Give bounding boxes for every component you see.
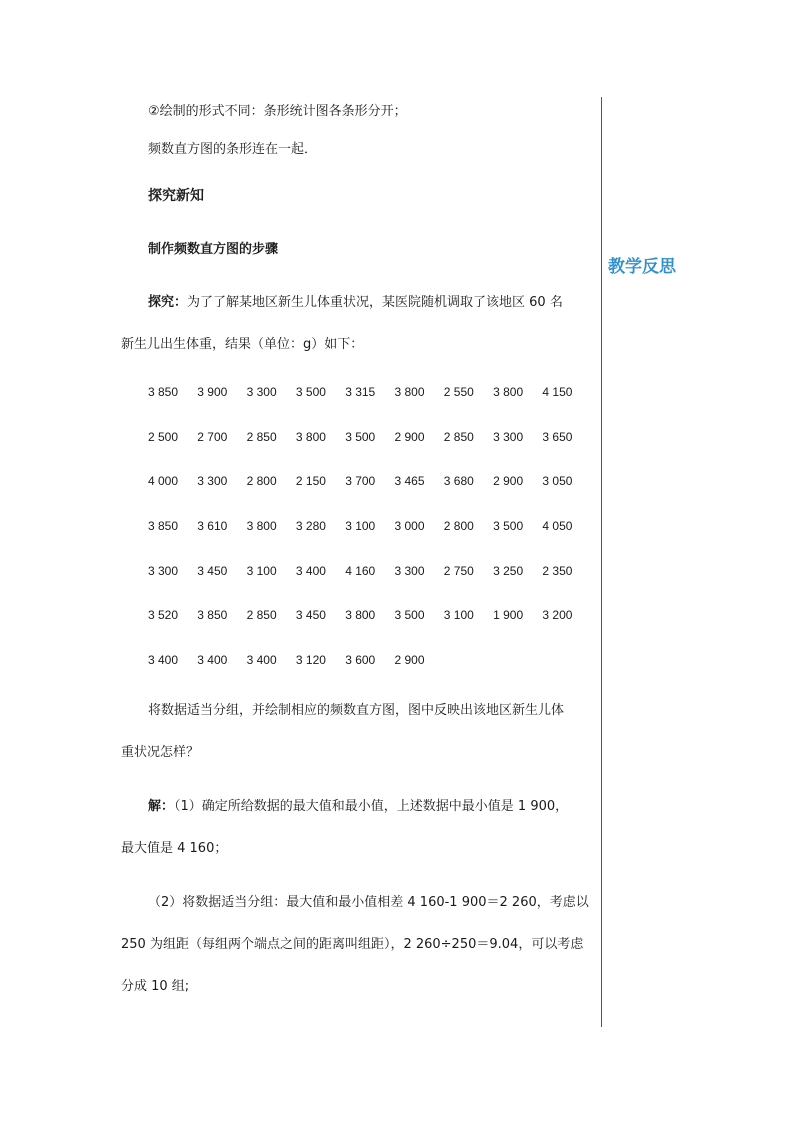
data-cell: 3 000 — [394, 519, 425, 533]
data-cell: 3 800 — [345, 608, 376, 622]
step2-line-3: 分成 10 组; — [121, 979, 190, 994]
data-cell: 4 160 — [345, 564, 376, 578]
data-cell: 3 400 — [246, 653, 277, 667]
data-cell: 3 400 — [148, 653, 179, 667]
data-cell: 3 400 — [197, 653, 228, 667]
data-cell: 3 850 — [197, 608, 228, 622]
question-line-2: 重状况怎样？ — [121, 745, 200, 760]
data-cell: 4 150 — [542, 385, 573, 399]
data-cell: 2 850 — [246, 430, 277, 444]
data-cell: 3 500 — [345, 430, 376, 444]
data-cell: 3 800 — [295, 430, 326, 444]
data-cell: 3 500 — [295, 385, 326, 399]
data-cell: 3 465 — [394, 474, 425, 488]
explore-text-1: 为了了解某地区新生儿体重状况，某医院随机调取了该地区 60 名 — [187, 295, 563, 310]
section-title: 探究新知 — [148, 188, 204, 204]
text-line-diff: ②绘制的形式不同：条形统计图各条形分开； — [148, 104, 407, 119]
data-cell: 3 100 — [246, 564, 277, 578]
data-cell: 2 800 — [443, 519, 474, 533]
data-cell: 2 850 — [246, 608, 277, 622]
text-line-hist: 频数直方图的条形连在一起． — [148, 142, 318, 157]
data-cell: 3 450 — [197, 564, 228, 578]
step1-line-2: 最大值是 4 160； — [121, 841, 228, 856]
data-cell: 2 500 — [148, 430, 179, 444]
step1-text-1: （1）确定所给数据的最大值和最小值，上述数据中最小值是 1 900， — [174, 799, 569, 814]
data-cell: 3 300 — [246, 385, 277, 399]
explore-label: 探究： — [148, 295, 188, 310]
solution-line-1 — [148, 799, 568, 815]
step2-line-2: 250 为组距（每组两个端点之间的距离叫组距），2 260÷250＝9.04，可以考虑 — [121, 937, 584, 952]
data-cell: 3 600 — [345, 653, 376, 667]
data-cell: 3 315 — [345, 385, 376, 399]
data-cell: 2 850 — [443, 430, 474, 444]
data-cell: 3 120 — [295, 653, 326, 667]
data-cell: 3 850 — [148, 519, 179, 533]
solution-label: 解： — [148, 799, 175, 814]
data-cell: 2 900 — [493, 474, 524, 488]
data-cell: 3 800 — [493, 385, 524, 399]
data-cell: 2 750 — [443, 564, 474, 578]
data-cell: 2 550 — [443, 385, 474, 399]
data-cell: 3 280 — [295, 519, 326, 533]
data-cell: 4 050 — [542, 519, 573, 533]
sidebar-title: 教学反思 — [608, 257, 676, 277]
data-cell: 3 700 — [345, 474, 376, 488]
data-cell: 2 800 — [246, 474, 277, 488]
sidebar-divider — [601, 97, 602, 1027]
data-cell: 2 150 — [295, 474, 326, 488]
data-cell: 3 050 — [542, 474, 573, 488]
data-cell: 3 300 — [394, 564, 425, 578]
data-cell: 2 900 — [394, 653, 425, 667]
data-cell: 3 800 — [394, 385, 425, 399]
data-cell: 1 900 — [493, 608, 524, 622]
explore-line-1 — [148, 295, 563, 311]
data-cell: 3 250 — [493, 564, 524, 578]
data-cell: 3 610 — [197, 519, 228, 533]
data-cell: 3 450 — [295, 608, 326, 622]
data-cell: 3 300 — [197, 474, 228, 488]
data-cell: 3 500 — [493, 519, 524, 533]
data-cell: 3 650 — [542, 430, 573, 444]
data-cell: 2 350 — [542, 564, 573, 578]
data-cell: 3 850 — [148, 385, 179, 399]
data-cell: 3 520 — [148, 608, 179, 622]
data-cell: 3 200 — [542, 608, 573, 622]
data-cell: 2 900 — [394, 430, 425, 444]
step2-line-1: （2）将数据适当分组：最大值和最小值相差 4 160-1 900＝2 260，考虑以 — [148, 895, 589, 910]
explore-line-2: 新生儿出生体重，结果（单位：g）如下： — [121, 337, 364, 352]
data-cell: 3 300 — [148, 564, 179, 578]
data-cell: 3 300 — [493, 430, 524, 444]
data-cell: 3 100 — [345, 519, 376, 533]
data-cell: 3 400 — [295, 564, 326, 578]
data-cell: 3 900 — [197, 385, 228, 399]
data-cell: 3 800 — [246, 519, 277, 533]
data-cell: 4 000 — [148, 474, 179, 488]
question-line-1: 将数据适当分组，并绘制相应的频数直方图，图中反映出该地区新生儿体 — [148, 703, 565, 718]
data-cell: 3 100 — [443, 608, 474, 622]
data-cell: 3 680 — [443, 474, 474, 488]
data-cell: 2 700 — [197, 430, 228, 444]
data-cell: 3 500 — [394, 608, 425, 622]
subsection-title: 制作频数直方图的步骤 — [148, 242, 279, 257]
